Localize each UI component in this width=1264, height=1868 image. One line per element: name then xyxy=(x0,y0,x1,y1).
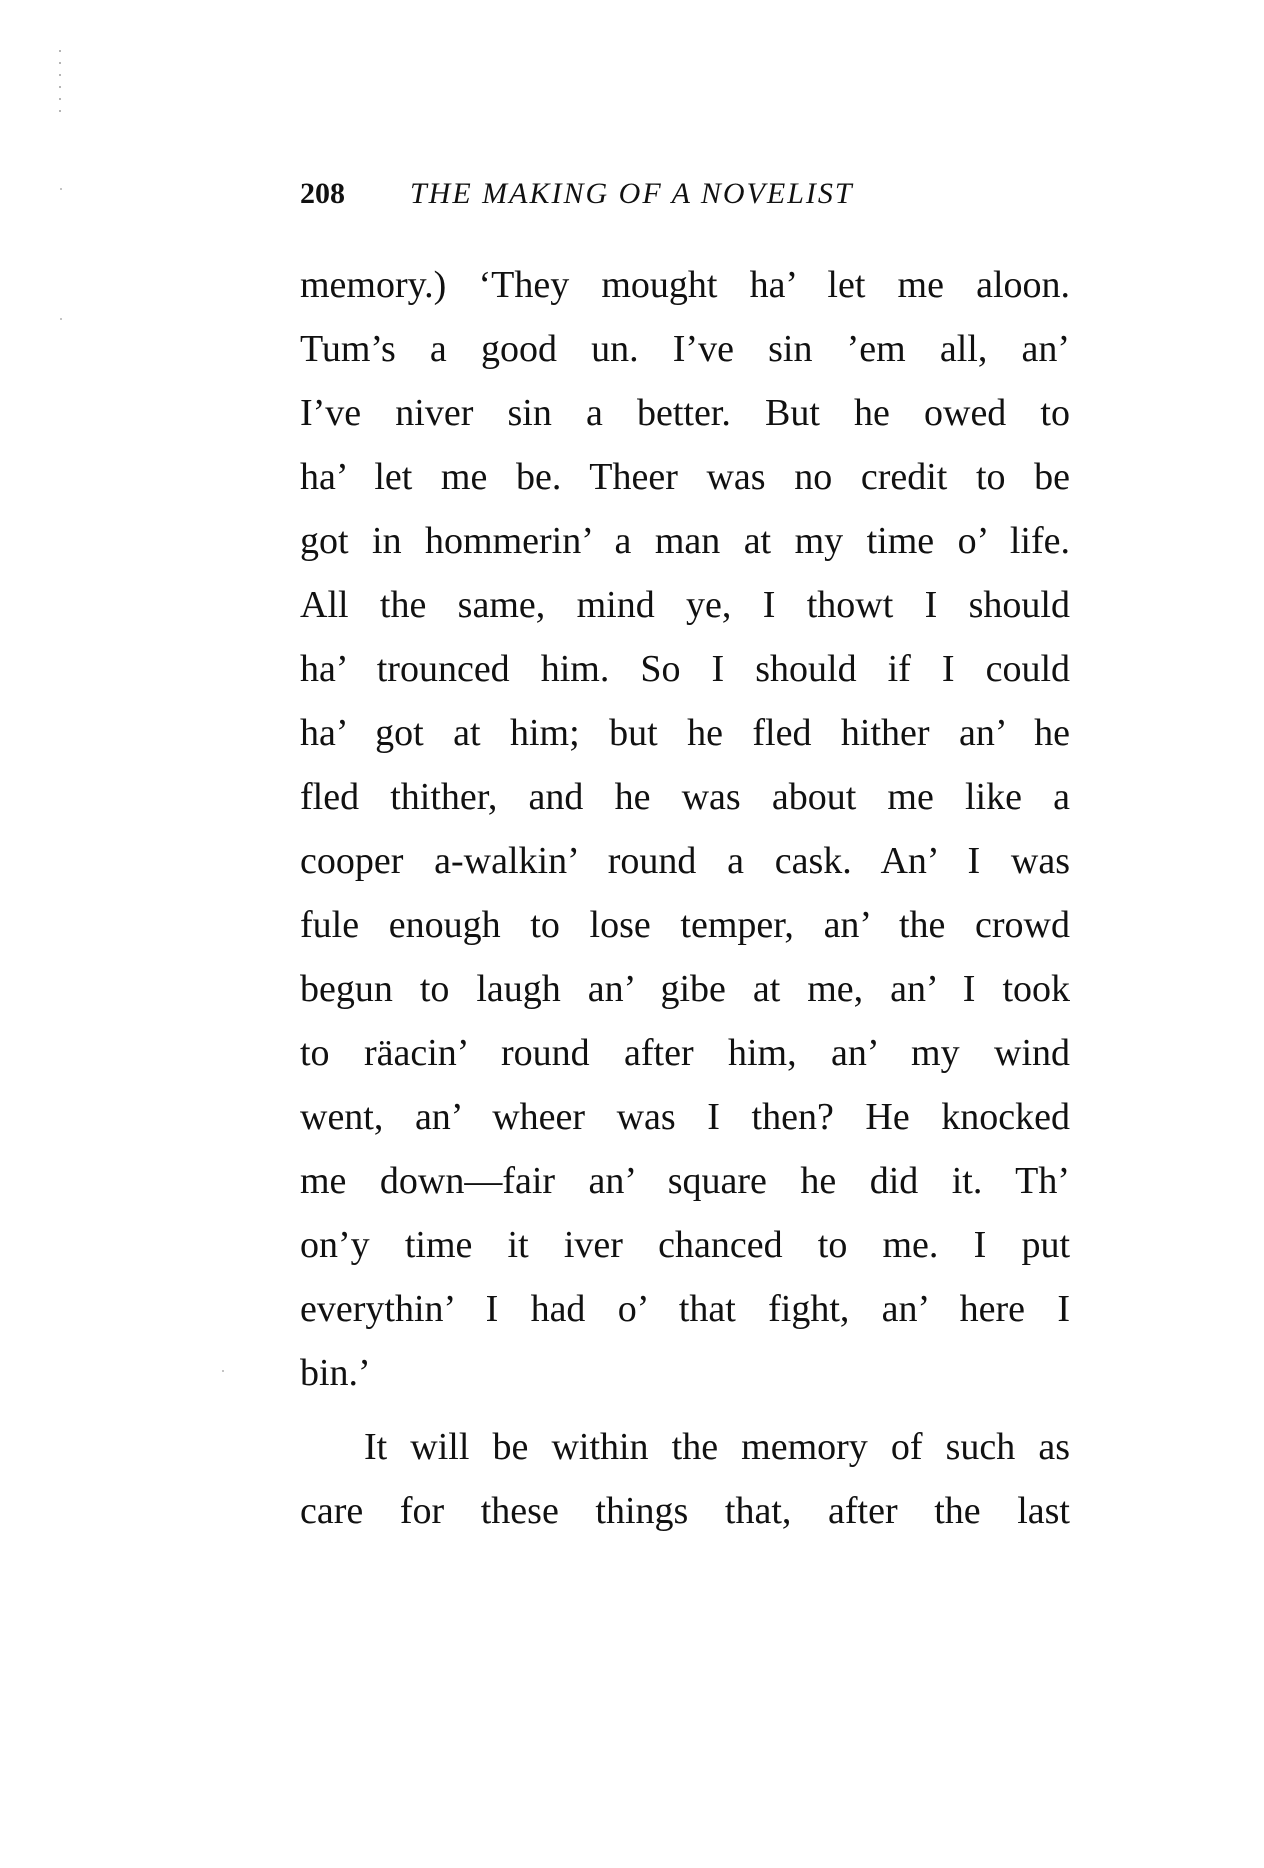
running-title: THE MAKING OF A NOVELIST xyxy=(410,177,854,210)
text-line: on’y time it iver chanced to me. I put xyxy=(300,1224,1070,1266)
text-line: cooper a-walkin’ round a cask. An’ I was xyxy=(300,840,1070,882)
text-line: memory.) ‘They mought ha’ let me aloon. xyxy=(300,264,1070,306)
text-line: care for these things that, after the last xyxy=(300,1490,1070,1532)
text-line: me down—fair an’ square he did it. Th’ xyxy=(300,1160,1070,1202)
margin-scan-marks xyxy=(58,50,64,130)
text-line: fled thither, and he was about me like a xyxy=(300,776,1070,818)
text-line: It will be within the memory of such as xyxy=(364,1426,1070,1468)
text-line: All the same, mind ye, I thowt I should xyxy=(300,584,1070,626)
text-line: fule enough to lose temper, an’ the crowd xyxy=(300,904,1070,946)
paragraph xyxy=(300,1415,1070,1543)
text-line: ha’ got at him; but he fled hither an’ he xyxy=(300,712,1070,754)
body-text xyxy=(300,253,1070,1543)
text-line: Tum’s a good un. I’ve sin ’em all, an’ xyxy=(300,328,1070,370)
paragraph xyxy=(300,253,1070,1405)
page-number: 208 xyxy=(300,177,345,210)
text-line: everythin’ I had o’ that fight, an’ here I xyxy=(300,1288,1070,1330)
text-line: I’ve niver sin a better. But he owed to xyxy=(300,392,1070,434)
text-line: bin.’ xyxy=(300,1352,371,1394)
margin-scan-dot xyxy=(60,188,62,190)
margin-scan-dot xyxy=(222,1370,224,1372)
text-line: got in hommerin’ a man at my time o’ life. xyxy=(300,520,1070,562)
text-line: ha’ let me be. Theer was no credit to be xyxy=(300,456,1070,498)
text-line: begun to laugh an’ gibe at me, an’ I took xyxy=(300,968,1070,1010)
margin-scan-dot xyxy=(60,318,62,320)
running-header xyxy=(300,172,1060,216)
text-line: to räacin’ round after him, an’ my wind xyxy=(300,1032,1070,1074)
text-line: went, an’ wheer was I then? He knocked xyxy=(300,1096,1070,1138)
text-line: ha’ trounced him. So I should if I could xyxy=(300,648,1070,690)
